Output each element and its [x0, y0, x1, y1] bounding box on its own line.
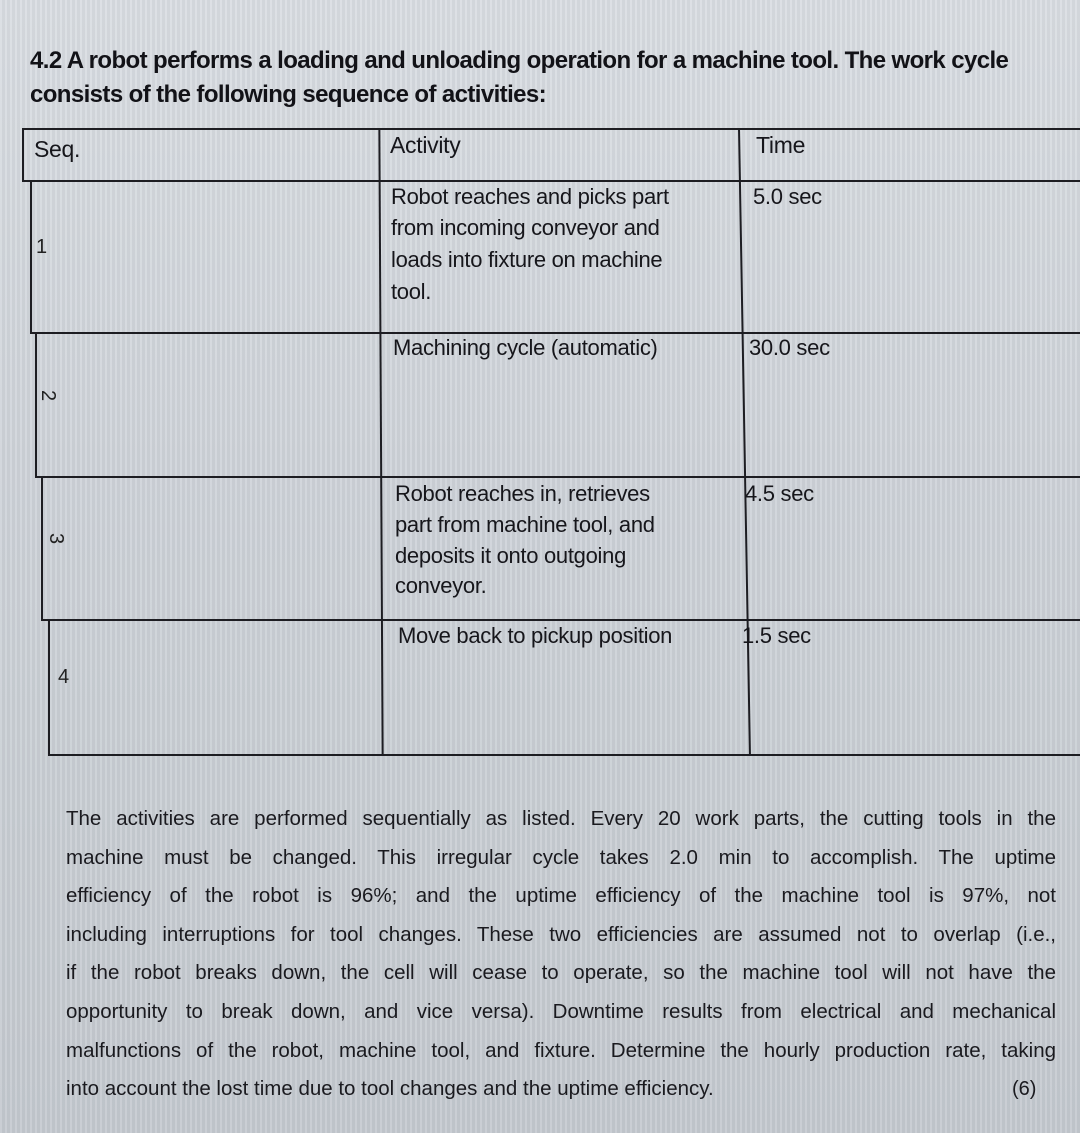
paragraph-line-7: malfunctions of the robot, machine tool, and fixture. Determine the hourly production rate, taking	[66, 1038, 1056, 1062]
paragraph-line-3: efficiency of the robot is 96%; and the uptime efficiency of the machine tool is 97%, not	[66, 884, 1056, 908]
row-1-activity-line-4: tool.	[391, 279, 432, 304]
table-bottom-border	[50, 754, 1080, 756]
row-3-activity-line-1: Robot reaches in, retrieves	[395, 481, 650, 506]
header-seq: Seq.	[34, 136, 81, 162]
row-3-activity-line-4: conveyor.	[395, 573, 487, 598]
row-1-activity-line-2: from incoming conveyor and	[391, 215, 660, 240]
table-left-border-row4	[48, 619, 50, 756]
table-column-divider-2	[738, 128, 751, 756]
activity-table	[22, 126, 1080, 756]
row-3-time: 4.5 sec	[745, 481, 814, 506]
paragraph-line-8: into account the lost time due to tool changes and the uptime efficiency.	[66, 1077, 714, 1101]
row-3-activity-line-3: deposits it onto outgoing	[395, 543, 627, 568]
question-heading-line-1: 4.2 A robot performs a loading and unloading operation for a machine tool. The work cycle	[30, 47, 1009, 74]
row-4-activity-line-1: Move back to pickup position	[398, 623, 673, 648]
paragraph-line-4: including interruptions for tool changes. These two efficiencies are assumed not to overlap (i.e.,	[66, 922, 1056, 946]
row-3-seq: 3	[45, 532, 68, 545]
paragraph-line-6: opportunity to break down, and vice versa). Downtime results from electrical and mechanical	[66, 999, 1056, 1023]
row-1-time: 5.0 sec	[753, 184, 822, 209]
row-1-activity-line-3: loads into fixture on machine	[391, 247, 663, 272]
problem-paragraph	[66, 800, 1056, 1109]
header-time: Time	[756, 132, 806, 158]
table-left-border-row2	[35, 332, 37, 478]
marks-label: (6)	[1012, 1078, 1037, 1100]
row-2-activity-line-1: Machining cycle (automatic)	[393, 335, 658, 360]
row-1-activity-line-1: Robot reaches and picks part	[391, 184, 669, 209]
table-top-border	[22, 128, 1080, 130]
row-3-activity-line-2: part from machine tool, and	[395, 512, 655, 537]
row-2-time: 30.0 sec	[749, 335, 830, 360]
row-2-seq: 2	[37, 389, 60, 402]
table-left-border-row1	[30, 182, 32, 334]
table-left-border-row3	[41, 476, 43, 621]
paragraph-line-2: machine must be changed. This irregular cycle takes 2.0 min to accomplish. The uptime	[66, 845, 1056, 869]
table-left-border	[22, 128, 24, 182]
paragraph-line-1: The activities are performed sequentially as listed. Every 20 work parts, the cutting tools in the	[66, 807, 1056, 830]
row-4-seq: 4	[58, 666, 70, 688]
paragraph-line-5: if the robot breaks down, the cell will cease to operate, so the machine tool will not have the	[66, 961, 1056, 985]
table-column-divider-1	[378, 128, 383, 756]
header-activity: Activity	[390, 132, 461, 158]
question-heading	[30, 44, 1060, 112]
question-heading-line-2: consists of the following sequence of activities:	[30, 81, 547, 108]
row-1-seq: 1	[36, 236, 48, 258]
row-4-time: 1.5 sec	[742, 623, 811, 648]
